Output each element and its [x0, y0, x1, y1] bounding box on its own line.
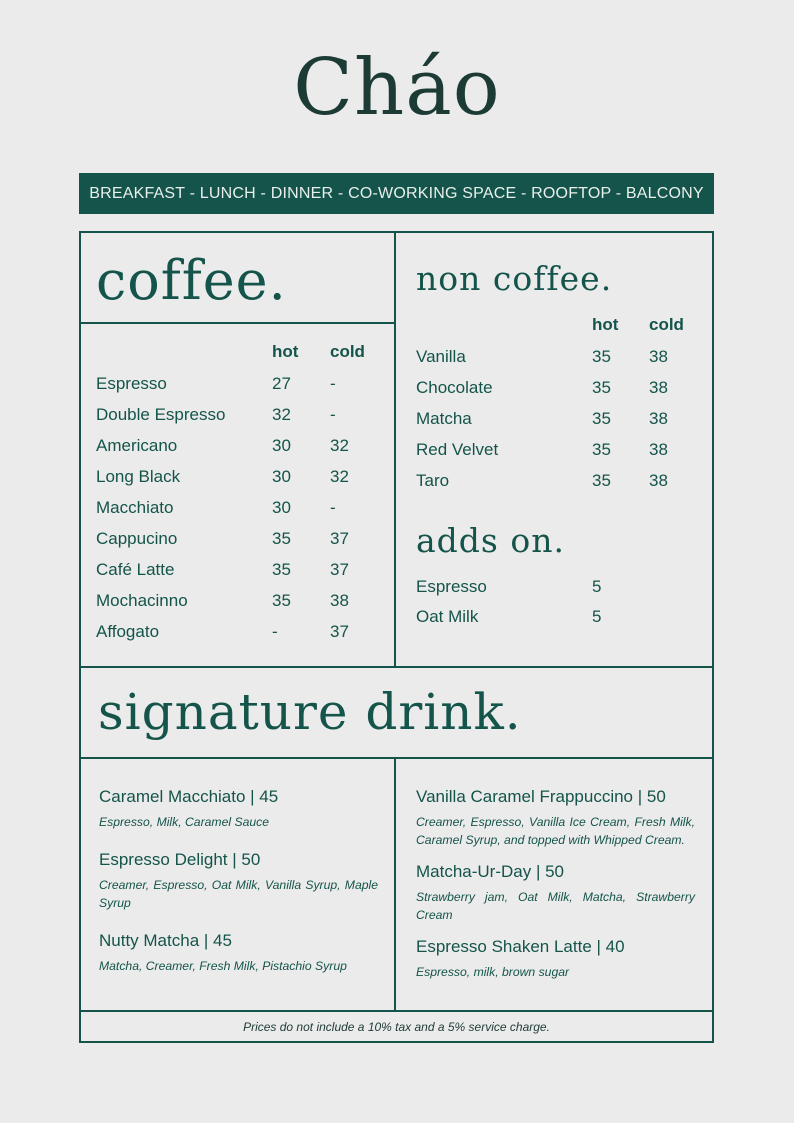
- signature-drink: [99, 929, 378, 975]
- non-coffee-item-hot-price: 35: [592, 378, 611, 397]
- non-coffee-row: [416, 341, 706, 372]
- coffee-item-hot-price: 27: [272, 374, 291, 393]
- signature-drink-ingredients: Espresso, milk, brown sugar: [416, 965, 570, 979]
- coffee-row: [96, 430, 386, 461]
- coffee-item-name: Double Espresso: [96, 405, 226, 424]
- signature-drink-title: Caramel Macchiato | 45: [99, 787, 279, 806]
- signature-left-column: [99, 785, 378, 975]
- non-coffee-heading: non coffee.: [416, 259, 613, 298]
- coffee-item-hot-price: 35: [272, 591, 291, 610]
- adds-on-row: [416, 601, 706, 632]
- non-coffee-item-cold-price: 38: [649, 409, 668, 428]
- adds-on-row: [416, 571, 706, 602]
- coffee-item-hot-price: 32: [272, 405, 291, 424]
- brand-logo: Cháo: [293, 43, 501, 133]
- signature-drink: [416, 935, 695, 981]
- coffee-item-cold-price: -: [330, 498, 336, 517]
- non-coffee-cold-header: cold: [649, 315, 684, 334]
- coffee-row: [96, 554, 386, 585]
- coffee-item-name: Affogato: [96, 622, 160, 641]
- signature-drink-title: Matcha-Ur-Day | 50: [416, 862, 565, 881]
- coffee-item-hot-price: 35: [272, 529, 291, 548]
- non-coffee-row: [416, 434, 706, 465]
- coffee-hot-header: hot: [272, 342, 299, 361]
- signature-drink: [99, 785, 378, 831]
- non-coffee-row: [416, 465, 706, 496]
- coffee-item-name: Macchiato: [96, 498, 174, 517]
- coffee-item-cold-price: 32: [330, 467, 349, 486]
- signature-heading-divider: [79, 757, 714, 759]
- coffee-item-hot-price: 30: [272, 467, 291, 486]
- coffee-row: [96, 585, 386, 616]
- coffee-heading: coffee.: [96, 249, 287, 312]
- non-coffee-item-name: Red Velvet: [416, 440, 499, 459]
- signature-drink-title: Vanilla Caramel Frappuccino | 50: [416, 787, 666, 806]
- coffee-cold-header: cold: [330, 342, 365, 361]
- signature-drink-title: Espresso Delight | 50: [99, 850, 261, 869]
- coffee-item-cold-price: -: [330, 405, 336, 424]
- signature-drink-title: Espresso Shaken Latte | 40: [416, 937, 625, 956]
- signature-drink: [416, 860, 695, 924]
- coffee-item-name: Mochacinno: [96, 591, 188, 610]
- signature-drink: [416, 785, 695, 849]
- coffee-row: [96, 616, 386, 647]
- non-coffee-item-hot-price: 35: [592, 440, 611, 459]
- signature-drink-title: Nutty Matcha | 45: [99, 931, 232, 950]
- adds-on-item-name: Espresso: [416, 577, 487, 596]
- tax-note: Prices do not include a 10% tax and a 5% service charge.: [243, 1020, 550, 1034]
- coffee-item-cold-price: 32: [330, 436, 349, 455]
- non-coffee-item-cold-price: 38: [649, 471, 668, 490]
- coffee-item-hot-price: 30: [272, 498, 291, 517]
- non-coffee-item-cold-price: 38: [649, 440, 668, 459]
- non-coffee-row: [416, 403, 706, 434]
- coffee-item-cold-price: -: [330, 374, 336, 393]
- coffee-item-name: Café Latte: [96, 560, 175, 579]
- signature-drink-ingredients: Creamer, Espresso, Vanilla Ice Cream, Fresh Milk, Caramel Syrup, and topped with Whipped Cream.: [416, 815, 695, 847]
- non-coffee-item-hot-price: 35: [592, 409, 611, 428]
- coffee-heading-divider: [79, 322, 396, 324]
- non-coffee-item-name: Matcha: [416, 409, 472, 428]
- coffee-item-name: Cappucino: [96, 529, 178, 548]
- signature-drink: [99, 848, 378, 912]
- coffee-row: [96, 368, 386, 399]
- coffee-item-name: Espresso: [96, 374, 167, 393]
- coffee-item-hot-price: 30: [272, 436, 291, 455]
- non-coffee-hot-header: hot: [592, 315, 619, 334]
- non-coffee-item-cold-price: 38: [649, 347, 668, 366]
- signature-drink-ingredients: Espresso, Milk, Caramel Sauce: [99, 815, 270, 829]
- non-coffee-item-name: Taro: [416, 471, 450, 490]
- signature-drink-ingredients: Strawberry jam, Oat Milk, Matcha, Strawberry Cream: [416, 890, 695, 922]
- non-coffee-item-hot-price: 35: [592, 347, 611, 366]
- signature-right-column: [416, 785, 695, 981]
- signature-drink-ingredients: Matcha, Creamer, Fresh Milk, Pistachio Syrup: [99, 959, 347, 973]
- coffee-row: [96, 523, 386, 554]
- coffee-item-hot-price: 35: [272, 560, 291, 579]
- coffee-item-name: Long Black: [96, 467, 181, 486]
- services-banner: BREAKFAST - LUNCH - DINNER - CO-WORKING SPACE - ROOFTOP - BALCONY: [79, 173, 714, 214]
- signature-drink-ingredients: Creamer, Espresso, Oat Milk, Vanilla Syrup, Maple Syrup: [99, 878, 378, 910]
- non-coffee-item-cold-price: 38: [649, 378, 668, 397]
- coffee-item-cold-price: 37: [330, 622, 349, 641]
- signature-top-divider: [79, 666, 714, 668]
- column-divider-top: [394, 231, 396, 667]
- coffee-row: [96, 492, 386, 523]
- non-coffee-item-name: Vanilla: [416, 347, 466, 366]
- coffee-row: [96, 461, 386, 492]
- signature-heading: signature drink.: [98, 683, 522, 741]
- coffee-item-hot-price: -: [272, 622, 278, 641]
- adds-on-heading: adds on.: [416, 521, 565, 560]
- adds-on-item-price: 5: [592, 577, 602, 596]
- column-divider-bottom: [394, 757, 396, 1012]
- coffee-item-cold-price: 37: [330, 560, 349, 579]
- coffee-item-cold-price: 37: [330, 529, 349, 548]
- non-coffee-item-hot-price: 35: [592, 471, 611, 490]
- adds-on-item-price: 5: [592, 607, 602, 626]
- adds-on-item-name: Oat Milk: [416, 607, 479, 626]
- coffee-item-name: Americano: [96, 436, 178, 455]
- coffee-item-cold-price: 38: [330, 591, 349, 610]
- non-coffee-row: [416, 372, 706, 403]
- non-coffee-item-name: Chocolate: [416, 378, 493, 397]
- coffee-row: [96, 399, 386, 430]
